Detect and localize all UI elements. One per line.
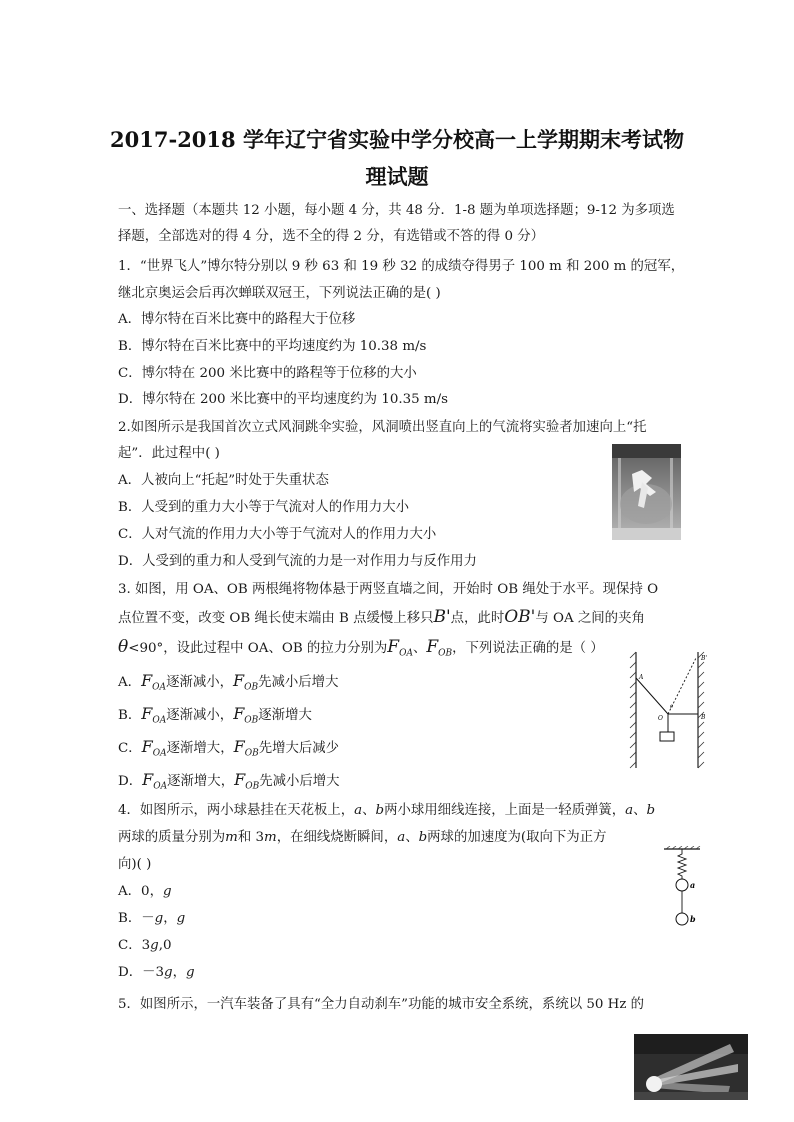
q4-stem-text: 和 3 bbox=[237, 830, 264, 845]
section-instructions-line1: 一、选择题（本题共 12 小题，每小题 4 分，共 48 分．1-8 题为单项选择题；9-12 为多项选 bbox=[118, 203, 675, 218]
q1-option-b: B．博尔特在百米比赛中的平均速度约为 10.38 m/s bbox=[118, 339, 427, 354]
car-sensor-photo bbox=[634, 1034, 748, 1100]
var-a: a bbox=[354, 803, 363, 818]
option-text: 先减小后增大 bbox=[259, 774, 340, 789]
q3-stem-line3 bbox=[118, 638, 604, 663]
q2-option-d: D．人受到的重力和人受到气流的力是一对作用力与反作用力 bbox=[118, 554, 477, 569]
wind-tunnel-photo bbox=[612, 444, 681, 540]
subscript-ob: OB bbox=[244, 715, 259, 726]
symbol-f: F bbox=[234, 770, 246, 789]
q2-option-b: B．人受到的重力大小等于气流对人的作用力大小 bbox=[118, 500, 410, 515]
var-m: m bbox=[264, 830, 277, 845]
q1-option-c: C．博尔特在 200 米比赛中的路程等于位移的大小 bbox=[118, 366, 417, 381]
symbol-f: F bbox=[141, 704, 153, 723]
option-letter: A． bbox=[118, 675, 142, 690]
label-b: B bbox=[701, 714, 706, 721]
q4-stem-line3: 向)( ) bbox=[118, 857, 152, 872]
q4-option-b bbox=[118, 910, 185, 928]
option-text: 先增大后减少 bbox=[258, 741, 340, 756]
var-g: g bbox=[150, 938, 159, 953]
var-g: g bbox=[162, 884, 172, 899]
q3-option-b bbox=[118, 705, 312, 730]
symbol-f: F bbox=[426, 637, 439, 657]
q4-option-a bbox=[118, 883, 172, 901]
q4-option-d bbox=[118, 964, 195, 982]
symbol-f: F bbox=[141, 671, 153, 690]
var-b: b bbox=[646, 803, 656, 818]
q1-stem-line1: 1．“世界飞人”博尔特分别以 9 秒 63 和 19 秒 32 的成绩夺得男子 100 m 和 200 m 的冠军， bbox=[118, 259, 685, 274]
subscript-oa: OA bbox=[153, 781, 168, 792]
symbol-ob-prime: OB' bbox=[504, 607, 536, 627]
var-m: m bbox=[225, 830, 238, 845]
symbol-f: F bbox=[233, 671, 245, 690]
q3-option-c bbox=[118, 738, 339, 763]
q1-option-a: A．博尔特在百米比赛中的路程大于位移 bbox=[118, 312, 356, 327]
symbol-b-prime: B' bbox=[433, 607, 451, 627]
option-text: 先减小后增大 bbox=[258, 675, 339, 690]
q3-stem-text: 、 bbox=[412, 641, 427, 656]
q4-stem-text: 两球的质量分别为 bbox=[118, 830, 226, 845]
q2-option-a: A．人被向上“托起”时处于失重状态 bbox=[118, 473, 329, 488]
q1-stem-line2: 继北京奥运会后再次蝉联双冠王，下列说法正确的是( ) bbox=[118, 286, 441, 301]
q3-stem-text: 与 OA 之间的夹角 bbox=[535, 611, 645, 626]
q3-stem-text: ，下列说法正确的是（ ） bbox=[452, 641, 604, 656]
option-text: ,0 bbox=[158, 938, 172, 953]
q3-option-a bbox=[118, 672, 338, 697]
var-b: b bbox=[375, 803, 385, 818]
q3-stem-line2 bbox=[118, 608, 645, 628]
option-text: 逐渐增大， bbox=[167, 774, 235, 789]
subscript-ob: OB bbox=[438, 648, 453, 659]
spring-balls-diagram bbox=[660, 846, 706, 932]
section-instructions-line2: 择题，全部选对的得 4 分，选不全的得 2 分，有选错或不答的得 0 分） bbox=[118, 229, 545, 244]
q5-stem-line1: 5．如图所示，一汽车装备了具有“全力自动刹车”功能的城市安全系统，系统以 50 Hz 的 bbox=[118, 997, 645, 1012]
option-text: A．0， bbox=[118, 884, 163, 899]
option-text: 逐渐减小， bbox=[166, 708, 234, 723]
q4-stem-line2 bbox=[118, 829, 606, 847]
var-g: g bbox=[164, 965, 173, 980]
exam-title-line2: 理试题 bbox=[365, 164, 429, 189]
subscript-ob: OB bbox=[244, 682, 259, 693]
rope-wall-diagram bbox=[628, 650, 714, 770]
q4-stem-text: 两小球用细线连接，上面是一轻质弹簧， bbox=[384, 803, 626, 818]
var-a: a bbox=[397, 830, 406, 845]
q2-stem-line1: 2.如图所示是我国首次立式风洞跳伞实验，风洞喷出竖直向上的气流将实验者加速向上“托 bbox=[118, 420, 647, 435]
symbol-f: F bbox=[142, 770, 154, 789]
q3-option-d bbox=[118, 771, 340, 796]
q2-stem-line2: 起”．此过程中( ) bbox=[118, 446, 220, 461]
q4-stem-text: ，在细线烧断瞬间， bbox=[276, 830, 398, 845]
label-b-prime: B' bbox=[701, 655, 708, 662]
option-letter: C． bbox=[118, 741, 142, 756]
var-g: g bbox=[176, 911, 186, 926]
q1-option-d: D．博尔特在 200 米比赛中的平均速度约为 10.35 m/s bbox=[118, 392, 448, 407]
option-letter: B． bbox=[118, 708, 142, 723]
var-a: a bbox=[625, 803, 634, 818]
option-text: D．－3 bbox=[118, 965, 165, 980]
var-b: b bbox=[418, 830, 428, 845]
label-theta: θ bbox=[670, 704, 674, 710]
var-g: g bbox=[186, 965, 195, 980]
label-ball-b: b bbox=[690, 914, 696, 924]
option-text: 逐渐增大 bbox=[258, 708, 312, 723]
option-letter: D． bbox=[118, 774, 143, 789]
subscript-oa: OA bbox=[152, 748, 167, 759]
q4-option-c bbox=[118, 937, 172, 955]
symbol-f: F bbox=[233, 737, 245, 756]
q3-stem-line1: 3. 如图，用 OA、OB 两根绳将物体悬于两竖直墙之间，开始时 OB 绳处于水平。现保持 O bbox=[118, 582, 659, 597]
option-text: ， bbox=[172, 965, 187, 980]
q4-stem-text: 4．如图所示，两小球悬挂在天花板上， bbox=[118, 803, 355, 818]
symbol-f: F bbox=[141, 737, 153, 756]
symbol-theta: θ bbox=[118, 637, 129, 657]
option-text: ， bbox=[163, 911, 177, 926]
label-o: O bbox=[658, 715, 663, 722]
exam-title-line1: 2017-2018 学年辽宁省实验中学分校高一上学期期末考试物 bbox=[110, 127, 684, 152]
option-text: C．3 bbox=[118, 938, 151, 953]
subscript-oa: OA bbox=[152, 715, 167, 726]
option-text: 逐渐增大， bbox=[166, 741, 234, 756]
q3-stem-text: <90°，设此过程中 OA、OB 的拉力分别为 bbox=[128, 641, 388, 656]
q4-stem-text: 两球的加速度为(取向下为正方 bbox=[427, 830, 607, 845]
q3-stem-text: 点，此时 bbox=[450, 611, 505, 626]
q4-stem-text: 、 bbox=[405, 830, 419, 845]
q4-stem-line1 bbox=[118, 802, 655, 820]
subscript-oa: OA bbox=[399, 648, 413, 659]
q2-option-c: C．人对气流的作用力大小等于气流对人的作用力大小 bbox=[118, 527, 437, 542]
subscript-oa: OA bbox=[152, 682, 167, 693]
q3-stem-text: 点位置不变，改变 OB 绳长使末端由 B 点缓慢上移只 bbox=[118, 611, 434, 626]
var-g: g bbox=[154, 911, 164, 926]
subscript-ob: OB bbox=[245, 781, 260, 792]
symbol-f: F bbox=[387, 637, 400, 657]
subscript-ob: OB bbox=[244, 748, 259, 759]
label-a: A bbox=[639, 674, 644, 681]
q4-stem-text: 、 bbox=[362, 803, 376, 818]
symbol-f: F bbox=[233, 704, 245, 723]
label-ball-a: a bbox=[690, 880, 696, 890]
option-text: 逐渐减小， bbox=[166, 675, 234, 690]
option-text: B．－ bbox=[118, 911, 155, 926]
q4-stem-text: 、 bbox=[633, 803, 647, 818]
